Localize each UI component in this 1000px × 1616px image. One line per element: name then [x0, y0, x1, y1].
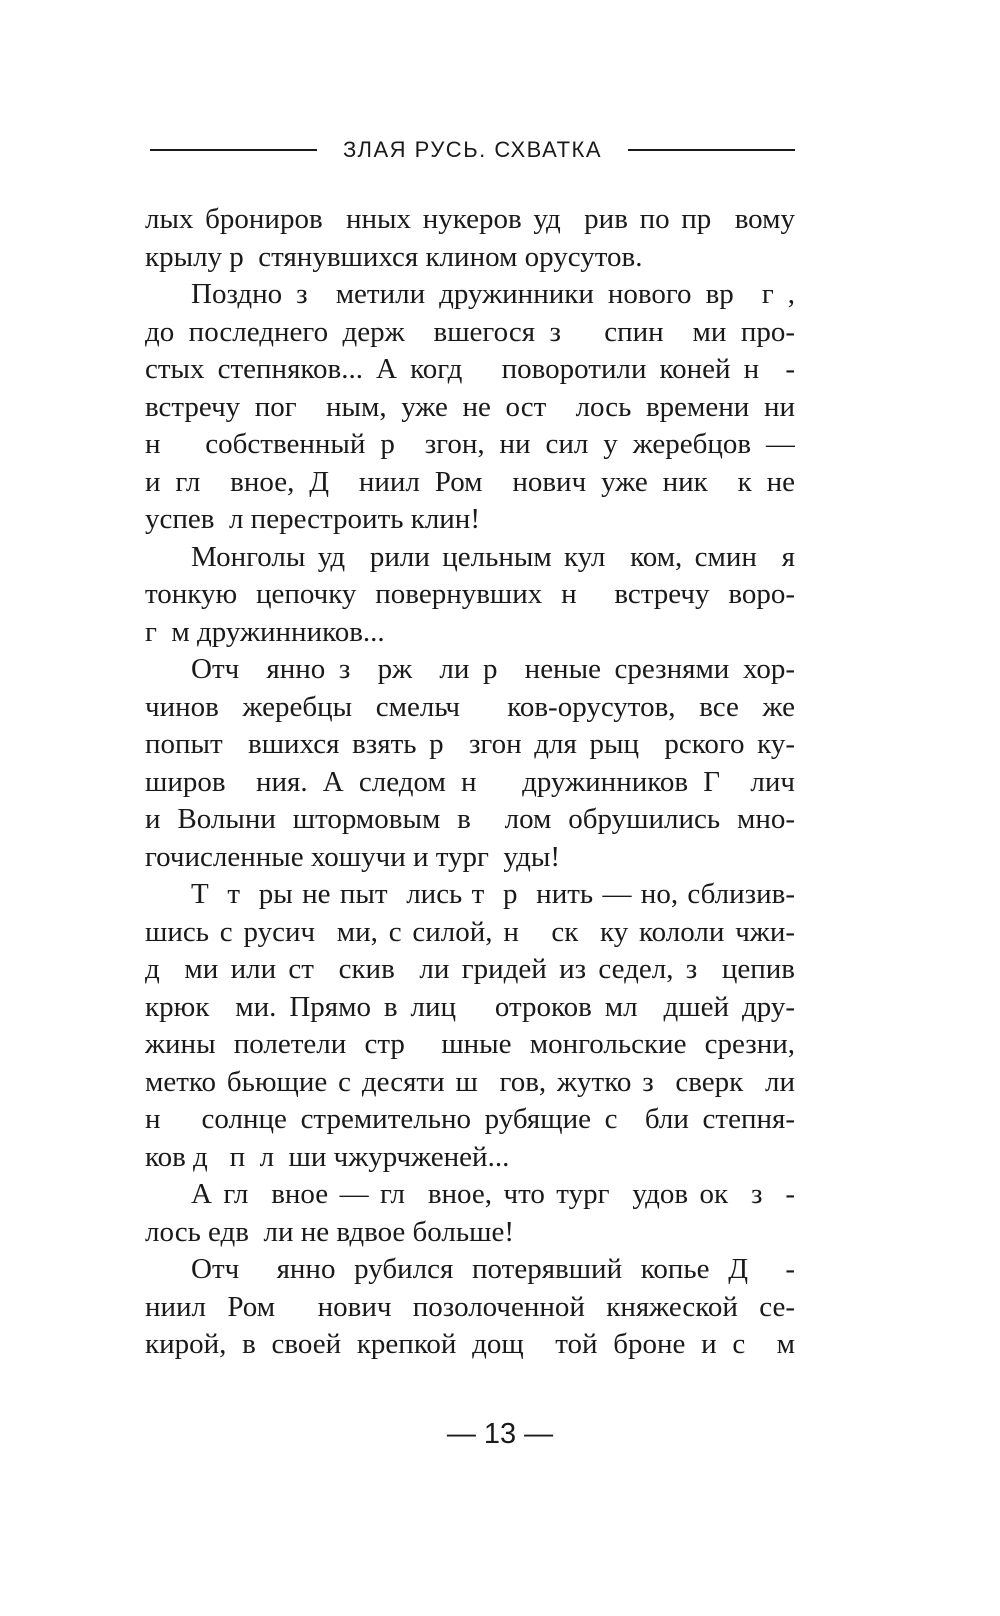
- text-line: и гл вное, Д ниил Ром нович уже ник к не: [145, 465, 795, 498]
- text-line: жины полетели стр шные монгольские срезни,: [145, 1028, 795, 1060]
- text-line: стых степняков... А когд поворотили коней н -: [145, 353, 795, 385]
- text-line: кирой, в своей крепкой дощ той броне и с м: [145, 1328, 795, 1360]
- text-line: Отч янно рубился потерявший копье Д -: [191, 1253, 795, 1285]
- text-line: крюк ми. Прямо в лиц отроков мл дшей дру-: [145, 990, 795, 1023]
- text-line: крылу р стянувшихся клином орусутов.: [145, 240, 643, 273]
- text-line: встречу пог ным, уже не ост лось времени ни: [145, 390, 795, 423]
- text-line: и Волыни штормовым в лом обрушились мно-: [145, 803, 795, 835]
- text-line: Отч янно з рж ли р неные срезнями хор-: [191, 653, 795, 685]
- running-head: [150, 130, 795, 170]
- page-number: — 13 —: [446, 1418, 554, 1450]
- text-line: чинов жеребцы смельч ков-орусутов, все же: [145, 690, 795, 723]
- body-text: [145, 201, 795, 1364]
- text-line: тонкую цепочку повернувших н встречу воро-: [145, 578, 795, 610]
- text-line: н солнце стремительно рубящие с бли степня-: [145, 1103, 795, 1135]
- text-line: широв ния. А следом н дружинников Г лич: [145, 765, 795, 798]
- text-line: ниил Ром нович позолоченной княжеской се-: [145, 1290, 795, 1323]
- text-line: ков д п л ши чжурчженей...: [145, 1140, 510, 1173]
- text-line: лось едв ли не вдвое больше!: [145, 1215, 514, 1248]
- text-line: н собственный р згон, ни сил у жеребцов —: [145, 428, 795, 460]
- text-line: Поздно з метили дружинники нового вр г ,: [191, 278, 795, 310]
- text-line: д ми или ст скив ли гридей из седел, з цепив: [145, 953, 795, 985]
- text-line: Монголы уд рили цельным кул ком, смин я: [191, 540, 795, 573]
- text-line: успев л перестроить клин!: [145, 503, 480, 535]
- text-line: до последнего держ вшегося з спин ми про-: [145, 315, 795, 348]
- text-line: попыт вшихся взять р згон для рыц рского ку-: [145, 728, 795, 760]
- text-line: Т т ры не пыт лись т р нить — но, сблизив-: [191, 878, 795, 910]
- text-line: метко бьющие с десяти ш гов, жутко з сверк ли: [145, 1065, 795, 1098]
- header-rule-right: [628, 149, 795, 151]
- text-line: гочисленные хошучи и тург уды!: [145, 840, 560, 873]
- text-line: г м дружинников...: [145, 615, 385, 648]
- text-line: шись с русич ми, с силой, н ск ку кололи чжи-: [145, 915, 795, 948]
- page-title: ЗЛАЯ РУСЬ. СХВАТКА: [342, 137, 603, 162]
- text-line: А гл вное — гл вное, что тург удов ок з -: [191, 1178, 795, 1210]
- header-rule-left: [150, 149, 317, 151]
- text-line: лых брониров нных нукеров уд рив по пр вому: [145, 203, 795, 235]
